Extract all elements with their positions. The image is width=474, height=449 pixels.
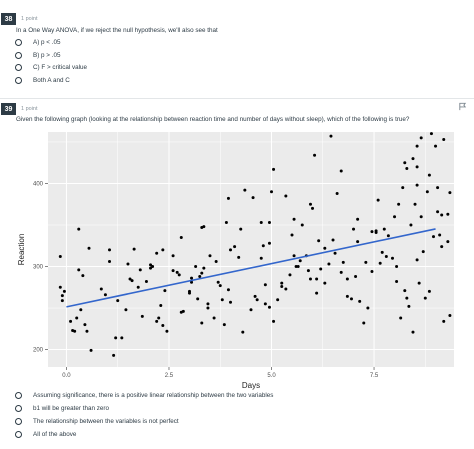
data-point (114, 336, 117, 339)
radio-button-icon[interactable] (15, 418, 22, 425)
data-point (85, 330, 88, 333)
data-point (420, 136, 423, 139)
data-point (350, 297, 353, 300)
question-number-badge: 38 (1, 13, 16, 25)
y-tick-label: 300 (32, 264, 43, 271)
data-point (124, 308, 127, 311)
data-point (291, 233, 294, 236)
data-point (362, 321, 365, 324)
data-point (256, 298, 259, 301)
flag-icon[interactable] (458, 102, 467, 111)
data-point (307, 269, 310, 272)
question-divider (0, 98, 474, 99)
data-point (219, 284, 222, 287)
data-point (403, 161, 406, 164)
data-point (131, 279, 134, 282)
data-point (206, 302, 209, 305)
data-point (393, 215, 396, 218)
data-point (81, 274, 84, 277)
data-point (243, 189, 246, 192)
data-point (356, 240, 359, 243)
data-point (315, 277, 318, 280)
data-point (381, 251, 384, 254)
question-text: In a One Way ANOVA, if we reject the null hypothesis, we'll also see that (16, 27, 218, 34)
data-point (69, 320, 72, 323)
answer-option[interactable] (15, 77, 70, 84)
data-point (297, 265, 300, 268)
data-point (237, 256, 240, 259)
data-point (442, 138, 445, 141)
y-tick-label: 400 (32, 181, 43, 188)
data-point (323, 282, 326, 285)
data-point (280, 282, 283, 285)
data-point (280, 285, 283, 288)
data-point (385, 255, 388, 258)
data-point (377, 199, 380, 202)
data-point (432, 235, 435, 238)
answer-option-label: b1 will be greater than zero (33, 405, 109, 412)
data-point (352, 228, 355, 231)
question-points: 1 point (21, 16, 38, 22)
data-point (83, 323, 86, 326)
data-point (387, 234, 390, 237)
answer-option-label: All of the above (33, 431, 77, 438)
data-point (264, 283, 267, 286)
answer-option[interactable] (15, 418, 179, 425)
data-point (334, 252, 337, 255)
data-point (411, 157, 414, 160)
data-point (137, 286, 140, 289)
data-point (59, 286, 62, 289)
data-point (215, 260, 218, 263)
scatter-chart (14, 128, 460, 390)
data-point (448, 191, 451, 194)
data-point (227, 197, 230, 200)
data-point (397, 203, 400, 206)
data-point (100, 287, 103, 290)
data-point (319, 268, 322, 271)
data-point (340, 271, 343, 274)
radio-button-icon[interactable] (15, 39, 22, 46)
data-point (446, 240, 449, 243)
question-number-badge: 39 (1, 103, 16, 115)
data-point (223, 323, 226, 326)
question-points: 1 point (21, 106, 38, 112)
data-point (260, 257, 263, 260)
data-point (196, 297, 199, 300)
answer-option[interactable] (15, 405, 109, 412)
data-point (229, 248, 232, 251)
data-point (332, 238, 335, 241)
answer-option[interactable] (15, 52, 60, 59)
data-point (239, 228, 242, 231)
data-point (126, 263, 129, 266)
data-point (272, 168, 275, 171)
data-point (145, 280, 148, 283)
data-point (293, 254, 296, 257)
data-point (208, 254, 211, 257)
data-point (284, 194, 287, 197)
data-point (424, 297, 427, 300)
data-point (254, 295, 257, 298)
data-point (426, 190, 429, 193)
data-point (77, 228, 80, 231)
data-point (79, 308, 82, 311)
data-point (370, 270, 373, 273)
answer-option-label: Assuming significance, there is a positive linear relationship between the two variables (33, 392, 274, 399)
data-point (401, 186, 404, 189)
data-point (233, 245, 236, 248)
data-point (108, 248, 111, 251)
data-point (420, 215, 423, 218)
data-point (272, 320, 275, 323)
radio-button-icon[interactable] (15, 77, 22, 84)
data-point (157, 317, 160, 320)
data-point (315, 292, 318, 295)
data-point (180, 236, 183, 239)
data-point (161, 248, 164, 251)
data-point (88, 247, 91, 250)
data-point (172, 254, 175, 257)
data-point (346, 277, 349, 280)
data-point (172, 269, 175, 272)
data-point (299, 259, 302, 262)
data-point (375, 229, 378, 232)
data-point (436, 210, 439, 213)
radio-button-icon[interactable] (15, 52, 22, 59)
data-point (104, 293, 107, 296)
data-point (327, 263, 330, 266)
data-point (391, 257, 394, 260)
data-point (434, 145, 437, 148)
answer-option[interactable] (15, 431, 76, 438)
data-point (73, 330, 76, 333)
data-point (182, 310, 185, 313)
x-axis-label: Days (241, 381, 261, 390)
data-point (399, 317, 402, 320)
data-point (288, 273, 291, 276)
data-point (217, 281, 220, 284)
data-point (422, 250, 425, 253)
data-point (202, 267, 205, 270)
radio-button-icon[interactable] (15, 431, 22, 438)
data-point (178, 273, 181, 276)
y-tick-label: 200 (32, 347, 43, 354)
data-point (188, 290, 191, 293)
data-point (59, 255, 62, 258)
radio-button-icon[interactable] (15, 64, 22, 71)
data-point (411, 331, 414, 334)
data-point (342, 261, 345, 264)
data-point (229, 301, 232, 304)
data-point (116, 299, 119, 302)
data-point (301, 224, 304, 227)
data-point (206, 307, 209, 310)
data-point (165, 330, 168, 333)
data-point (227, 288, 230, 291)
data-point (416, 145, 419, 148)
answer-option-label: The relationship between the variables is not perfect (33, 418, 179, 425)
data-point (202, 225, 205, 228)
x-tick-label: 0.0 (62, 373, 71, 379)
data-point (198, 275, 201, 278)
data-point (241, 331, 244, 334)
data-point (264, 302, 267, 305)
data-point (395, 265, 398, 268)
data-point (395, 280, 398, 283)
data-point (270, 190, 273, 193)
data-point (448, 314, 451, 317)
data-point (323, 247, 326, 250)
data-point (268, 242, 271, 245)
data-point (403, 289, 406, 292)
data-point (428, 174, 431, 177)
data-point (317, 239, 320, 242)
answer-option[interactable] (15, 64, 87, 71)
data-point (354, 275, 357, 278)
answer-option-label: A) p < .05 (33, 39, 61, 46)
answer-option-label: B) p > .05 (33, 52, 61, 59)
data-point (414, 203, 417, 206)
data-point (250, 308, 253, 311)
data-point (163, 289, 166, 292)
data-point (221, 298, 224, 301)
data-point (340, 170, 343, 173)
data-point (63, 290, 66, 293)
data-point (309, 277, 312, 280)
data-point (366, 307, 369, 310)
data-point (77, 268, 80, 271)
data-point (416, 184, 419, 187)
data-point (262, 244, 265, 247)
data-point (313, 154, 316, 157)
data-point (61, 294, 64, 297)
data-point (336, 192, 339, 195)
question-text: Given the following graph (looking at the relationship between reaction time and number of days without sleep), which of the following is true? (16, 116, 410, 123)
data-point (364, 261, 367, 264)
data-point (159, 304, 162, 307)
data-point (176, 271, 179, 274)
data-point (252, 196, 255, 199)
data-point (190, 277, 193, 280)
data-point (356, 218, 359, 221)
data-point (155, 252, 158, 255)
answer-option[interactable] (15, 39, 60, 46)
data-point (133, 248, 136, 251)
data-point (407, 305, 410, 308)
data-point (194, 265, 197, 268)
data-point (200, 321, 203, 324)
data-point (379, 262, 382, 265)
data-point (90, 349, 93, 352)
radio-button-icon[interactable] (15, 405, 22, 412)
answer-option[interactable] (15, 392, 273, 399)
data-point (370, 230, 373, 233)
data-point (293, 218, 296, 221)
data-point (61, 299, 64, 302)
data-point (213, 317, 216, 320)
data-point (428, 290, 431, 293)
x-tick-label: 5.0 (267, 373, 276, 379)
data-point (405, 297, 408, 300)
answer-option-label: Both A and C (33, 77, 70, 84)
answer-option-label: C) F > critical value (33, 64, 88, 71)
data-point (108, 260, 111, 263)
data-point (383, 228, 386, 231)
data-point (430, 132, 433, 135)
data-point (418, 282, 421, 285)
data-point (329, 135, 332, 138)
data-point (75, 317, 78, 320)
data-point (346, 295, 349, 298)
data-point (416, 165, 419, 168)
data-point (155, 320, 158, 323)
data-point (440, 245, 443, 248)
data-point (112, 354, 115, 357)
data-point (141, 315, 144, 318)
data-point (440, 214, 443, 217)
data-point (438, 233, 441, 236)
data-point (268, 221, 271, 224)
data-point (358, 300, 361, 303)
data-point (149, 267, 152, 270)
data-point (309, 203, 312, 206)
data-point (260, 221, 263, 224)
data-point (409, 224, 412, 227)
data-point (120, 336, 123, 339)
y-axis-label: Reaction (17, 233, 26, 266)
data-point (276, 298, 279, 301)
data-point (416, 258, 419, 261)
data-point (311, 207, 314, 210)
data-point (284, 287, 287, 290)
data-point (436, 186, 439, 189)
data-point (200, 272, 203, 275)
radio-button-icon[interactable] (15, 392, 22, 399)
data-point (268, 306, 271, 309)
data-point (139, 268, 142, 271)
x-tick-label: 7.5 (369, 373, 379, 379)
data-point (225, 221, 228, 224)
x-tick-label: 2.5 (164, 373, 174, 379)
data-point (446, 213, 449, 216)
data-point (161, 324, 164, 327)
data-point (442, 320, 445, 323)
data-point (405, 167, 408, 170)
